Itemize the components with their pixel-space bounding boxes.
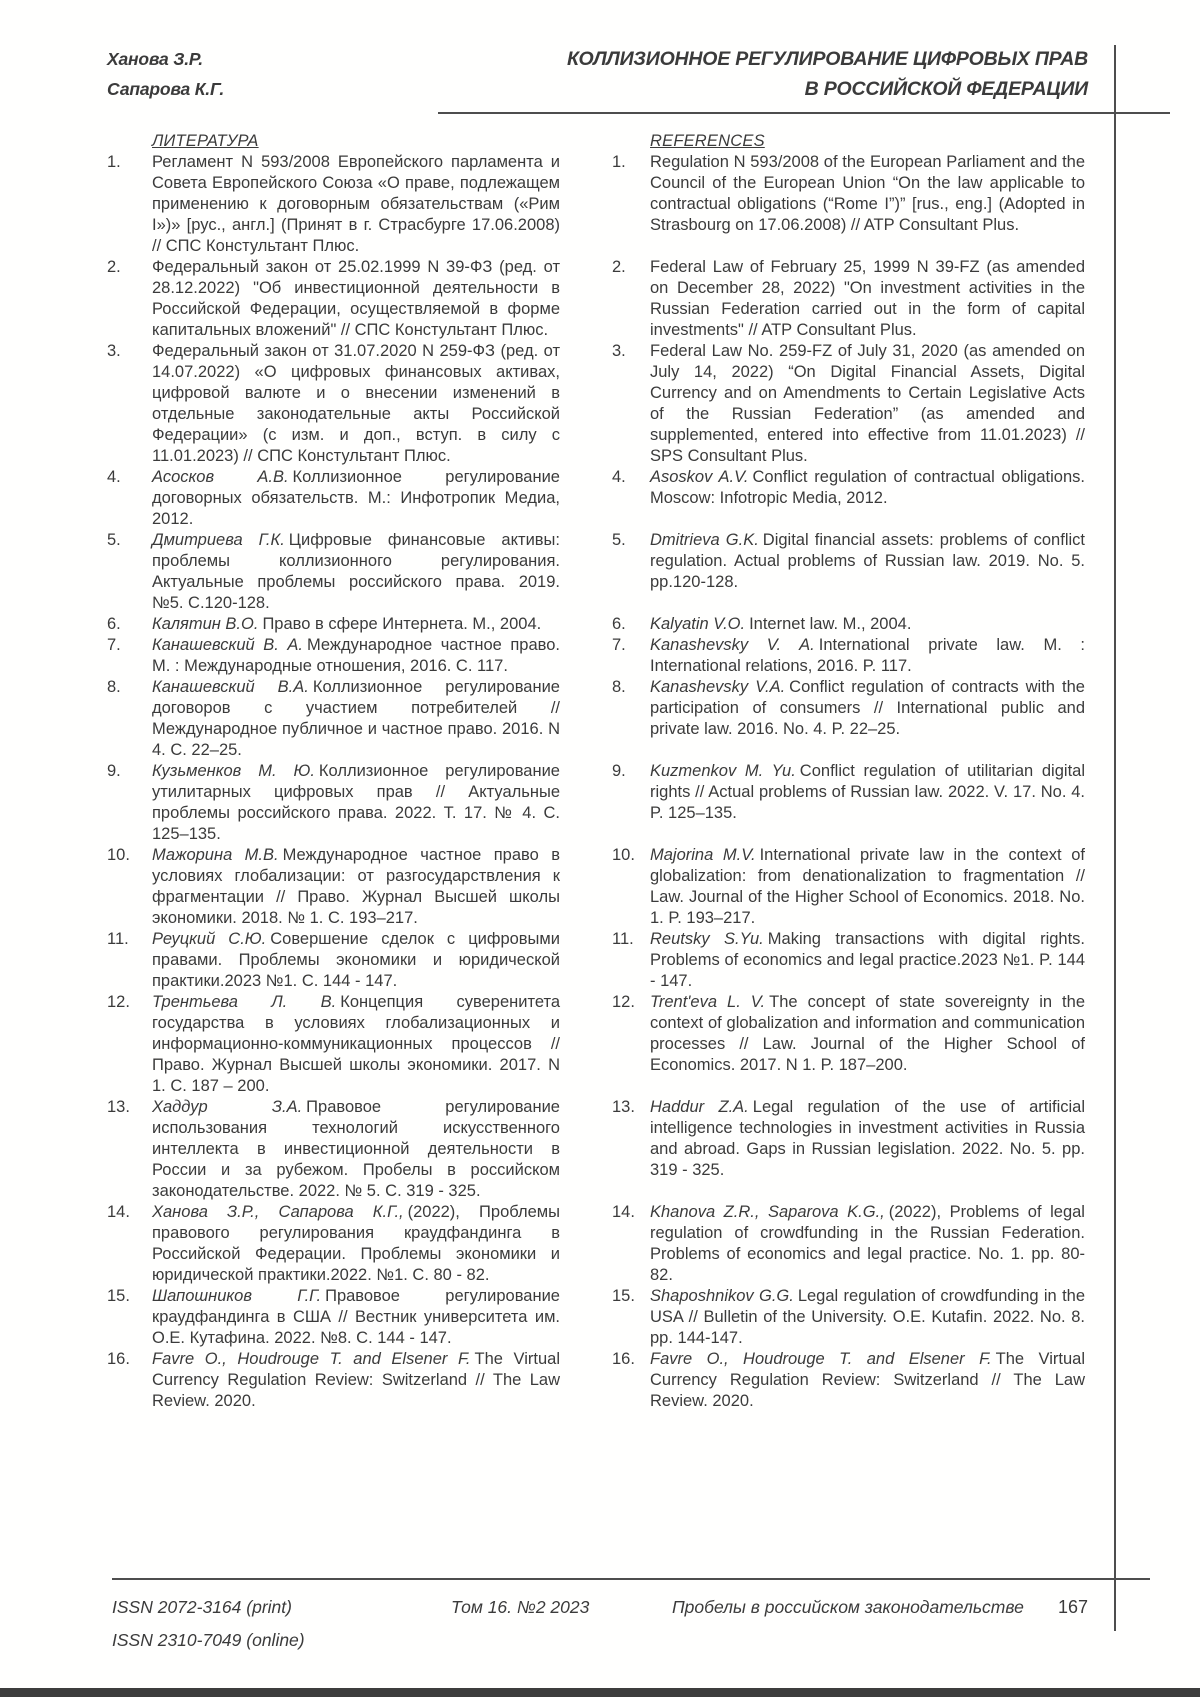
item-number: 1.	[107, 153, 121, 171]
references-heading: REFERENCES	[650, 132, 765, 150]
item-text	[152, 152, 560, 257]
item-text-body: Federal Law No. 259-FZ of July 31, 2020 (as amended on July 14, 2022) “On Digital Financial Assets, Digital Currency and on Amendments to Certain Legislative Acts of the Russian Federation” (as amended and supplemented, entered into effective from 11.01.2023) // SPS Consultant Plus.	[650, 342, 1085, 465]
item-author: Мажорина М.В.	[152, 846, 279, 864]
references-item	[612, 1349, 1085, 1412]
item-text	[650, 1202, 1085, 1286]
item-number: 4.	[612, 468, 626, 486]
references-heading-wrap	[612, 131, 1085, 152]
footer-issn	[112, 1591, 305, 1657]
item-text	[650, 1286, 1085, 1349]
reference-row	[107, 635, 1085, 677]
item-text-body: The concept of state sovereignty in the context of globalization and information and communication processes // Law. Journal of the Higher School of Economics. 2017. N 1. P. 187–200.	[650, 993, 1085, 1074]
references-item	[612, 1202, 1085, 1286]
item-number: 12.	[107, 993, 130, 1011]
references-item	[612, 929, 1085, 992]
column-headings-row	[107, 131, 1085, 152]
literature-item	[107, 152, 560, 257]
item-text	[650, 677, 1085, 740]
item-number: 12.	[612, 993, 635, 1011]
item-number: 3.	[107, 342, 121, 360]
reference-row	[107, 1286, 1085, 1349]
item-author: Калятин В.О.	[152, 615, 259, 633]
item-text-body: Совершение сделок с цифровыми правами. Проблемы экономики и юридической практики.2023 №1. С. 144 - 147.	[152, 930, 560, 990]
item-number: 6.	[612, 615, 626, 633]
item-text	[650, 1097, 1085, 1181]
item-text-body: Regulation N 593/2008 of the European Parliament and the Council of the European Union “On the law applicable to contractual obligations (“Rome I”)” [rus., eng.] (Adopted in Strasbourg on 17.06.2008) // ATP Consultant Plus.	[650, 153, 1085, 234]
references-item	[612, 530, 1085, 614]
references-item	[612, 677, 1085, 761]
item-text-body: Коллизионное регулирование утилитарных цифровых прав // Актуальные проблемы российского права. 2022. Т. 17. № 4. С. 125–135.	[152, 762, 560, 843]
item-number: 6.	[107, 615, 121, 633]
literature-item	[107, 845, 560, 929]
item-text	[650, 530, 1085, 593]
item-text-body: Legal regulation of crowdfunding in the USA // Bulletin of the University. O.E. Kutafin. 2022. No. 8. pp. 144-147.	[650, 1287, 1086, 1347]
item-text-body: Цифровые финансовые активы: проблемы коллизионного регулирования. Актуальные проблемы российского права. 2019. №5. С.120-128.	[152, 531, 560, 612]
item-text-body: Правовое регулирование использования технологий искусственного интеллекта в инвестиционной деятельности в России и за рубежом. Пробелы в российском законодательстве. 2022. № 5. С. 319 - 325.	[152, 1098, 560, 1200]
item-text	[650, 635, 1085, 677]
item-number: 13.	[612, 1098, 635, 1116]
page-bottom-edge	[0, 1688, 1200, 1697]
reference-row	[107, 929, 1085, 992]
references-item	[612, 152, 1085, 257]
item-number: 14.	[107, 1203, 130, 1221]
item-number: 9.	[612, 762, 626, 780]
item-number: 5.	[107, 531, 121, 549]
item-text	[650, 341, 1085, 467]
reference-row	[107, 614, 1085, 635]
literature-item	[107, 992, 560, 1097]
literature-item	[107, 761, 560, 845]
item-text-body: Коллизионное регулирование договорных обязательств. М.: Инфотропик Медиа, 2012.	[152, 468, 560, 528]
footer-rule	[112, 1578, 1150, 1580]
item-number: 3.	[612, 342, 626, 360]
item-author: Асосков А.В.	[152, 468, 289, 486]
item-author: Реуцкий С.Ю.	[152, 930, 267, 948]
item-number: 10.	[107, 846, 130, 864]
item-text-body: Международное частное право в условиях глобализации: от разгосударствления к фрагментации // Право. Журнал Высшей школы экономики. 2018. № 1. С. 193–217.	[152, 846, 560, 927]
item-text-body: Федеральный закон от 31.07.2020 N 259-ФЗ (ред. от 14.07.2022) «О цифровых финансовых активах, цифровой валюте и о внесении изменений в отдельные законодательные акты Российской Федерации» (с изм. и доп., вступ. в силу с 11.01.2023) // СПС Констультант Плюс.	[152, 342, 560, 465]
item-text	[152, 635, 560, 677]
reference-row	[107, 992, 1085, 1097]
item-text-body: Internet law. M., 2004.	[749, 615, 912, 633]
item-text	[650, 845, 1085, 929]
reference-row	[107, 152, 1085, 257]
item-text-body: Правовое регулирование краудфандинга в США // Вестник университета им. О.Е. Кутафина. 2022. №8. С. 144 - 147.	[152, 1287, 560, 1347]
item-text-body: Регламент N 593/2008 Европейского парламента и Совета Европейского Союза «О праве, подлежащем применению к договорным обязательствам («Рим I»)» [рус., англ.] (Принят в г. Страсбурге 17.06.2008) // СПС Констультант Плюс.	[152, 153, 560, 255]
item-number: 4.	[107, 468, 121, 486]
item-author: Хаддур З.А.	[152, 1098, 303, 1116]
item-number: 5.	[612, 531, 626, 549]
item-author: Favre O., Houdrouge T. and Elsener F.	[650, 1350, 992, 1368]
item-text	[650, 992, 1085, 1076]
item-number: 9.	[107, 762, 121, 780]
item-author: Khanova Z.R., Saparova K.G.,	[650, 1203, 885, 1221]
item-text	[650, 761, 1085, 824]
reference-row	[107, 341, 1085, 467]
item-number: 11.	[612, 930, 634, 948]
item-text-body: Концепция суверенитета государства в условиях глобализационных и информационно-коммуникационных процессов // Право. Журнал Высшей школы экономики. 2017. N 1. С. 187 – 200.	[152, 993, 560, 1095]
author-name: Сапарова К.Г.	[107, 79, 225, 99]
item-text	[152, 1202, 560, 1286]
item-author: Asoskov A.V.	[650, 468, 749, 486]
item-text-body: International private law in the context of globalization: from denationalization to fragmentation // Law. Journal of the Higher School of Economics. 2018. No. 1. P. 193–217.	[650, 846, 1085, 927]
item-text-body: (2022), Проблемы правового регулирования краудфандинга в Российской Федерации. Проблемы экономики и юридической практики.2022. №1. С. 80 - 82.	[152, 1203, 560, 1284]
literature-heading: ЛИТЕРАТУРА	[152, 132, 259, 150]
literature-item	[107, 1202, 560, 1286]
item-text	[152, 467, 560, 530]
item-text	[152, 677, 560, 761]
item-number: 10.	[612, 846, 635, 864]
reference-row	[107, 530, 1085, 614]
literature-item	[107, 1097, 560, 1202]
item-author: Kuzmenkov M. Yu.	[650, 762, 796, 780]
footer-volume: Том 16. №2 2023	[451, 1597, 590, 1617]
item-text-body: The Virtual Currency Regulation Review: Switzerland // The Law Review. 2020.	[152, 1350, 560, 1410]
item-number: 2.	[107, 258, 121, 276]
literature-item	[107, 614, 560, 635]
references-item	[612, 614, 1085, 635]
item-text	[650, 257, 1085, 341]
item-text	[650, 1349, 1085, 1412]
item-number: 11.	[107, 930, 129, 948]
item-number: 7.	[612, 636, 626, 654]
item-author: Трентьева Л. В.	[152, 993, 337, 1011]
item-text-body: Making transactions with digital rights. Problems of economics and legal practice.2023 №1. P. 144 - 147.	[650, 930, 1086, 990]
item-text	[650, 467, 1085, 509]
item-text	[650, 929, 1085, 992]
item-author: Дмитриева Г.К.	[152, 531, 285, 549]
references-item	[612, 1286, 1085, 1349]
item-number: 8.	[612, 678, 626, 696]
references-item	[612, 341, 1085, 467]
reference-rows	[107, 152, 1085, 1412]
item-number: 15.	[612, 1287, 635, 1305]
item-author: Шапошников Г.Г.	[152, 1287, 322, 1305]
item-text-body: Conflict regulation of contractual obligations. Moscow: Infotropic Media, 2012.	[650, 468, 1085, 507]
article-title-line: КОЛЛИЗИОННОЕ РЕГУЛИРОВАНИЕ ЦИФРОВЫХ ПРАВ	[566, 48, 1088, 70]
item-author: Dmitrieva G.K.	[650, 531, 759, 549]
literature-item	[107, 929, 560, 992]
item-text	[152, 992, 560, 1097]
item-author: Kalyatin V.O.	[650, 615, 746, 633]
item-text-body: Conflict regulation of contracts with the participation of consumers // International public and private law. 2016. No. 4. P. 22–25.	[650, 678, 1085, 738]
references-item	[612, 992, 1085, 1097]
reference-row	[107, 1097, 1085, 1202]
item-number: 14.	[612, 1203, 635, 1221]
item-text-body: International private law. M. : International relations, 2016. P. 117.	[650, 636, 1085, 675]
literature-item	[107, 257, 560, 341]
literature-item	[107, 677, 560, 761]
item-text	[152, 257, 560, 341]
item-text-body: The Virtual Currency Regulation Review: Switzerland // The Law Review. 2020.	[650, 1350, 1085, 1410]
item-text	[152, 761, 560, 845]
footer-journal-name: Пробелы в российском законодательстве	[672, 1597, 1024, 1617]
item-number: 15.	[107, 1287, 130, 1305]
references-content	[107, 131, 1085, 1412]
item-author: Trent'eva L. V.	[650, 993, 766, 1011]
literature-item	[107, 530, 560, 614]
item-author: Канашевский В.А.	[152, 678, 309, 696]
item-number: 8.	[107, 678, 121, 696]
item-author: Kanashevsky V.A.	[650, 678, 786, 696]
page-number: 167	[1058, 1597, 1089, 1617]
item-author: Ханова З.Р., Сапарова К.Г.,	[152, 1203, 404, 1221]
reference-row	[107, 845, 1085, 929]
item-text	[650, 614, 1085, 635]
literature-item	[107, 341, 560, 467]
item-text	[152, 1286, 560, 1349]
author-block	[107, 44, 224, 104]
literature-heading-wrap	[107, 131, 560, 152]
item-text-body: Право в сфере Интернета. М., 2004.	[262, 615, 542, 633]
item-author: Канашевский В. А.	[152, 636, 303, 654]
issn-online: ISSN 2310-7049 (online)	[112, 1630, 305, 1650]
header-rule	[438, 112, 1170, 114]
item-text-body: Международное частное право. М. : Международные отношения, 2016. С. 117.	[152, 636, 560, 675]
reference-row	[107, 257, 1085, 341]
item-author: Кузьменков М. Ю.	[152, 762, 315, 780]
item-text-body: Digital financial assets: problems of conflict regulation. Actual problems of Russian law. 2019. No. 5. pp.120-128.	[650, 531, 1085, 591]
item-text-body: Federal Law of February 25, 1999 N 39-FZ (as amended on December 28, 2022) "On investment activities in the Russian Federation carried out in the form of capital investments" // ATP Consultant Plus.	[650, 258, 1085, 339]
item-number: 16.	[612, 1350, 635, 1368]
literature-item	[107, 1349, 560, 1412]
item-number: 13.	[107, 1098, 130, 1116]
references-item	[612, 635, 1085, 677]
item-author: Majorina M.V.	[650, 846, 756, 864]
item-text	[152, 845, 560, 929]
article-title	[468, 44, 1088, 104]
item-text	[152, 614, 560, 635]
item-text	[152, 341, 560, 467]
item-text-body: Коллизионное регулирование договоров с участием потребителей // Международное публичное и частное право. 2016. N 4. С. 22–25.	[152, 678, 560, 759]
literature-item	[107, 467, 560, 530]
item-text	[650, 152, 1085, 236]
item-text-body: Conflict regulation of utilitarian digital rights // Actual problems of Russian law. 2022. V. 17. No. 4. P. 125–135.	[650, 762, 1085, 822]
references-item	[612, 1097, 1085, 1202]
item-text	[152, 1349, 560, 1412]
author-name: Ханова З.Р.	[107, 49, 203, 69]
reference-row	[107, 467, 1085, 530]
reference-row	[107, 1202, 1085, 1286]
item-text	[152, 1097, 560, 1202]
item-author: Haddur Z.A.	[650, 1098, 749, 1116]
article-title-line: В РОССИЙСКОЙ ФЕДЕРАЦИИ	[804, 78, 1088, 100]
literature-item	[107, 635, 560, 677]
references-item	[612, 257, 1085, 341]
item-number: 7.	[107, 636, 121, 654]
references-item	[612, 845, 1085, 929]
references-item	[612, 467, 1085, 530]
item-number: 1.	[612, 153, 626, 171]
item-text-body: Legal regulation of the use of artificial intelligence technologies in investment activities in Russia and abroad. Gaps in Russian legislation. 2022. No. 5. pp. 319 - 325.	[650, 1098, 1085, 1179]
item-text-body: Федеральный закон от 25.02.1999 N 39-ФЗ (ред. от 28.12.2022) "Об инвестиционной деятельности в Российской Федерации, осуществляемой в форме капитальных вложений" // СПС Констультант Плюс.	[152, 258, 560, 339]
item-text	[152, 530, 560, 614]
page-vertical-rule	[1114, 45, 1116, 1631]
item-author: Shaposhnikov G.G.	[650, 1287, 794, 1305]
item-author: Kanashevsky V. A.	[650, 636, 815, 654]
item-number: 2.	[612, 258, 626, 276]
reference-row	[107, 1349, 1085, 1412]
item-author: Reutsky S.Yu.	[650, 930, 764, 948]
item-text	[152, 929, 560, 992]
issn-print: ISSN 2072-3164 (print)	[112, 1597, 292, 1617]
item-text-body: (2022), Problems of legal regulation of crowdfunding in the Russian Federation. Problems of economics and legal practice. No. 1. pp. 80-82.	[650, 1203, 1085, 1284]
reference-row	[107, 761, 1085, 845]
reference-row	[107, 677, 1085, 761]
literature-item	[107, 1286, 560, 1349]
references-item	[612, 761, 1085, 845]
item-author: Favre O., Houdrouge T. and Elsener F.	[152, 1350, 471, 1368]
item-number: 16.	[107, 1350, 130, 1368]
